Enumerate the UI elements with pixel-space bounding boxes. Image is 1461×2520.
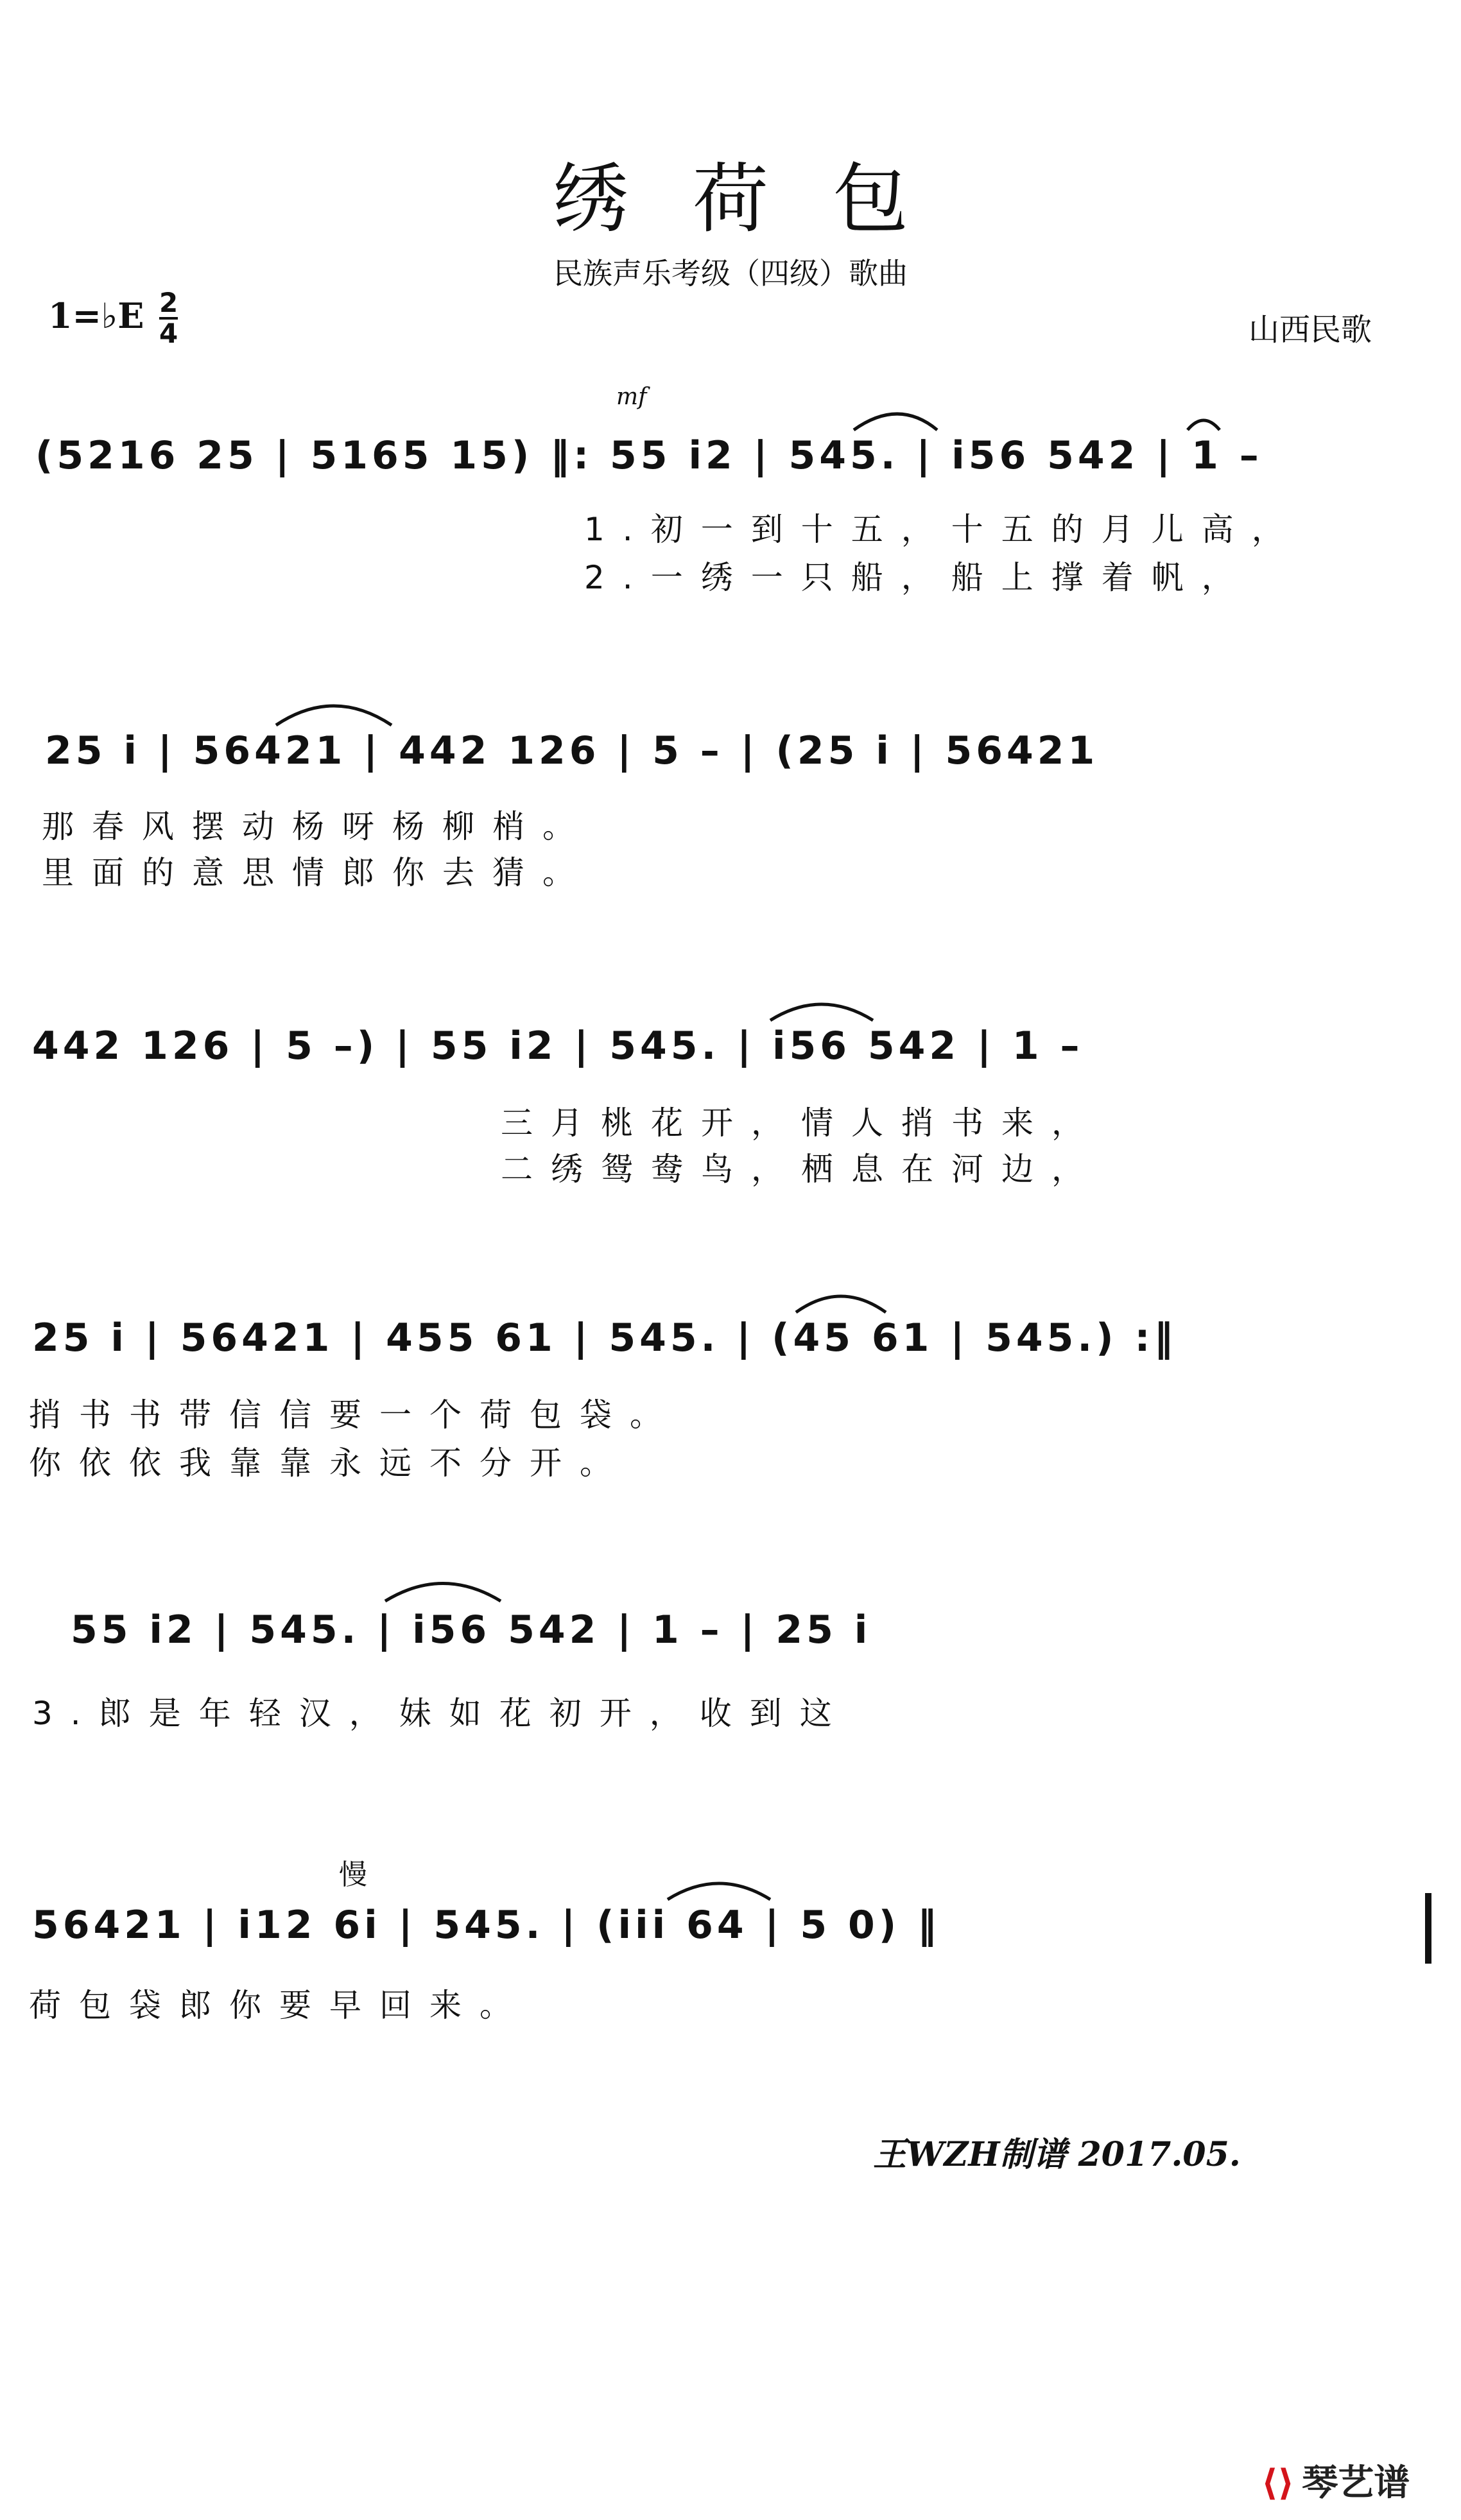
slur-1 bbox=[854, 414, 937, 430]
slur-2 bbox=[1188, 420, 1220, 430]
song-subtitle: 民族声乐考级（四级）歌曲 bbox=[553, 256, 908, 291]
song-origin: 山西民歌 bbox=[1249, 312, 1372, 348]
score-system-5-lyric-1: 3.郎是年轻汉，妹如花初开，收到这 bbox=[32, 1695, 850, 1732]
time-signature-top: 2 bbox=[159, 287, 178, 318]
score-system-1-lyric-2: 2.一绣一只船，船上撑着帆， bbox=[584, 559, 1252, 596]
slur-3 bbox=[276, 706, 392, 725]
score-system-4-lyric-1: 捎书书带信信要一个荷包袋。 bbox=[29, 1396, 680, 1434]
score-system-2-lyric-1: 那春风摆动杨呀杨柳梢。 bbox=[42, 808, 592, 845]
score-system-4-notes: 25 i | 56421 | 455 61 | 545. | (45 61 | 545.) :‖ bbox=[32, 1316, 1177, 1360]
slur-6 bbox=[385, 1584, 501, 1602]
watermark-logo-icon: ⟨⟩ bbox=[1261, 2462, 1295, 2504]
slur-4 bbox=[770, 1004, 873, 1020]
score-system-6-notes: 56421 | i12 6i | 545. | (iii 64 | 5 0) ‖ bbox=[32, 1903, 941, 1948]
site-watermark bbox=[1261, 2455, 1410, 2506]
score-system-2-lyric-2: 里面的意思情郎你去猜。 bbox=[42, 854, 592, 891]
score-system-5-notes: 55 i2 | 545. | i56 542 | 1 – | 25 i bbox=[71, 1607, 872, 1652]
score-system-3-lyric-2: 二绣鸳鸯鸟，栖息在河边， bbox=[501, 1151, 1102, 1188]
score-system-3-lyric-1: 三月桃花开，情人捎书来， bbox=[501, 1104, 1102, 1142]
score-system-1-lyric-1: 1.初一到十五，十五的月儿高， bbox=[584, 511, 1302, 548]
song-title: 绣荷包 bbox=[552, 155, 973, 243]
transcriber-credit: 王WZH制谱 2017.05. bbox=[873, 2135, 1241, 2174]
score-system-2-notes: 25 i | 56421 | 442 126 | 5 – | (25 i | 56421 bbox=[45, 728, 1099, 773]
key-signature: 1=♭E bbox=[48, 295, 144, 336]
score-system-6-lyric-1: 荷包袋郎你要早回来。 bbox=[29, 1987, 530, 2024]
dynamic-marking: mf bbox=[616, 384, 647, 410]
score-system-3-notes: 442 126 | 5 –) | 55 i2 | 545. | i56 542 | 1 – bbox=[32, 1024, 1084, 1068]
score-system-4-lyric-2: 你依依我靠靠永远不分开。 bbox=[29, 1444, 630, 1482]
slur-7 bbox=[668, 1883, 770, 1899]
score-system-1-notes: (5216 25 | 5165 15) ‖: 55 i2 | 545. | i56 542 | 1 – bbox=[35, 433, 1263, 478]
time-signature-bottom: 4 bbox=[159, 318, 178, 349]
tempo-mark: 慢 bbox=[339, 1858, 367, 1891]
slur-5 bbox=[796, 1296, 886, 1312]
watermark-text: 琴艺谱 bbox=[1302, 2462, 1410, 2504]
